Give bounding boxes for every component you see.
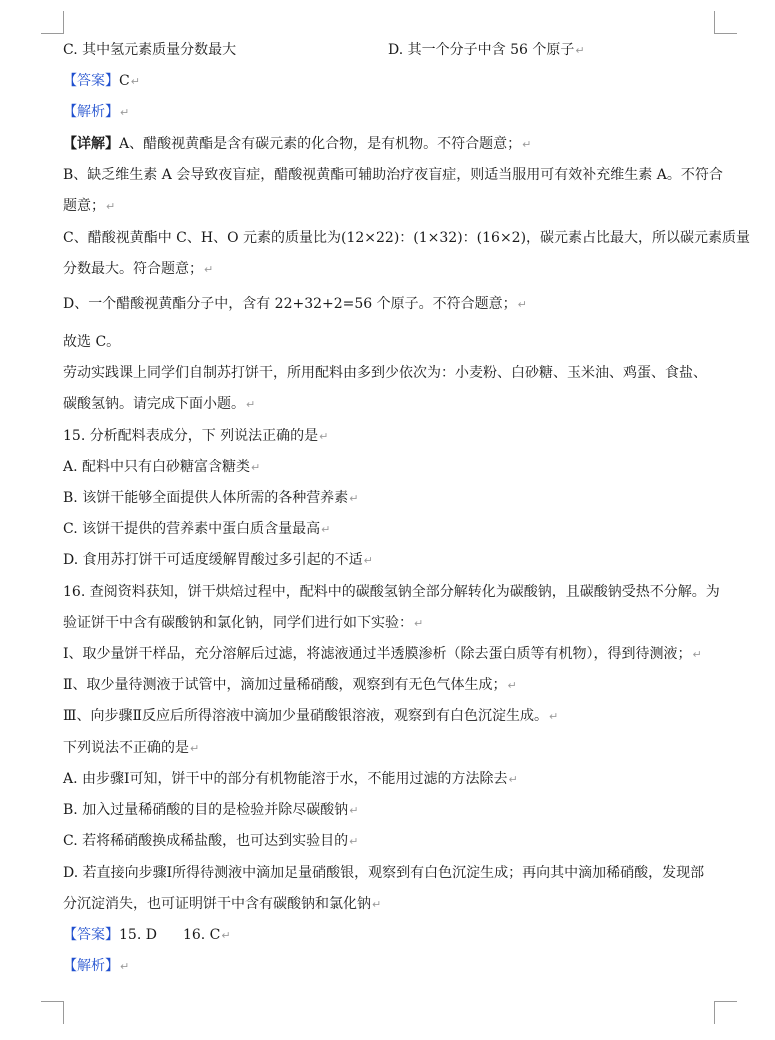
analysis-tag: 【解析】 [63, 958, 119, 974]
detail-c-text-1: C、醋酸视黄酯中 C、H、O 元素的质量比为(12×22)：(1×32)：(16×2)，碳元素占比最大，所以碳元素质量 [63, 230, 751, 246]
answer-15: 15. D [119, 927, 157, 943]
answer-tag: 【答案】 [63, 927, 119, 943]
step-3 [63, 707, 723, 726]
paragraph-mark-icon: ↵ [221, 929, 231, 942]
step-2 [63, 676, 723, 695]
detail-line-b1 [63, 166, 723, 184]
answers-line [63, 926, 723, 945]
option-line-c-d [63, 41, 723, 59]
option-c: C. 其中氢元素质量分数最大 [63, 42, 237, 58]
question-15-stem: 15. 分析配料表成分，下 列说法正确的是 [63, 428, 319, 444]
paragraph-mark-icon: ↵ [204, 263, 214, 276]
detail-c-text-2: 分数最大。符合题意； [63, 261, 203, 277]
crop-mark-bottom-left [41, 1001, 64, 1024]
intro-text-1: 劳动实践课上同学们自制苏打饼干，所用配料由多到少依次为：小麦粉、白砂糖、玉米油、鸡蛋、食盐、 [63, 365, 707, 381]
analysis-line [63, 103, 723, 122]
paragraph-mark-icon: ↵ [319, 430, 329, 443]
detail-line-b2 [63, 197, 723, 216]
detail-b-text-2: 题意； [63, 198, 105, 214]
paragraph-mark-icon: ↵ [517, 298, 527, 311]
paragraph-mark-icon: ↵ [349, 804, 359, 817]
choose-line [63, 333, 723, 351]
paragraph-mark-icon: ↵ [549, 710, 559, 723]
paragraph-mark-icon: ↵ [130, 75, 140, 88]
choose-text: 故选 C。 [63, 334, 121, 350]
option-d-text-1: D. 若直接向步骤Ⅰ所得待测液中滴加足量硝酸银，观察到有白色沉淀生成；再向其中滴加稀硝酸，发现部 [63, 865, 705, 881]
question-16-option-d-1 [63, 864, 723, 882]
question-15 [63, 427, 723, 446]
step-1 [63, 645, 723, 664]
paragraph-mark-icon: ↵ [120, 106, 130, 119]
option-a-text: A. 由步骤Ⅰ可知，饼干中的部分有机物能溶于水，不能用过滤的方法除去 [63, 771, 508, 787]
answer-line [63, 72, 723, 91]
question-16-ask [63, 739, 723, 758]
question-15-option-c [63, 520, 723, 539]
detail-line-d [63, 295, 723, 314]
option-b-text: B. 加入过量稀硝酸的目的是检验并除尽碳酸钠 [63, 802, 349, 818]
option-d-text-2: 分沉淀消失，也可证明饼干中含有碳酸钠和氯化钠 [63, 896, 371, 912]
crop-mark-top-right [714, 11, 737, 34]
paragraph-mark-icon: ↵ [246, 398, 256, 411]
step-1-text: Ⅰ、取少量饼干样品，充分溶解后过滤，将滤液通过半透膜渗析（除去蛋白质等有机物），得到待测液； [63, 646, 692, 662]
paragraph-mark-icon: ↵ [120, 960, 130, 973]
crop-mark-bottom-right [714, 1001, 737, 1024]
option-b-text: B. 该饼干能够全面提供人体所需的各种营养素 [63, 490, 349, 506]
question-15-option-d [63, 551, 723, 570]
paragraph-mark-icon: ↵ [349, 492, 359, 505]
option-d-text: D. 食用苏打饼干可适度缓解胃酸过多引起的不适 [63, 552, 363, 568]
intro-text-2: 碳酸氢钠。请完成下面小题。 [63, 396, 245, 412]
question-16-line-1 [63, 583, 723, 601]
answer-tag: 【答案】 [63, 73, 119, 89]
paragraph-mark-icon: ↵ [522, 138, 532, 151]
step-3-text: Ⅲ、向步骤Ⅱ反应后所得溶液中滴加少量硝酸银溶液，观察到有白色沉淀生成。 [63, 708, 549, 724]
question-16-option-c [63, 832, 723, 851]
crop-mark-top-left [41, 11, 64, 34]
question-16-line-2 [63, 614, 723, 633]
option-d: D. 其一个分子中含 56 个原子 [388, 42, 575, 58]
intro-line-2 [63, 395, 723, 414]
paragraph-mark-icon: ↵ [363, 554, 373, 567]
analysis-line-2 [63, 957, 723, 976]
answer-value: C [119, 73, 130, 89]
question-15-option-a [63, 458, 723, 477]
paragraph-mark-icon: ↵ [251, 461, 261, 474]
step-2-text: Ⅱ、取少量待测液于试管中，滴加过量稀硝酸，观察到有无色气体生成； [63, 677, 507, 693]
paragraph-mark-icon: ↵ [349, 835, 359, 848]
paragraph-mark-icon: ↵ [190, 742, 200, 755]
option-c-text: C. 若将稀硝酸换成稀盐酸，也可达到实验目的 [63, 833, 349, 849]
answer-16: 16. C [182, 927, 221, 943]
question-16-ask-text: 下列说法不正确的是 [63, 740, 189, 756]
paragraph-mark-icon: ↵ [414, 617, 424, 630]
option-a-text: A. 配料中只有白砂糖富含糖类 [63, 459, 251, 475]
detail-b-text-1: B、缺乏维生素 A 会导致夜盲症，醋酸视黄酯可辅助治疗夜盲症，则适当服用可有效补充维生素 A。不符合 [63, 167, 723, 183]
detail-line-c2 [63, 260, 723, 279]
paragraph-mark-icon: ↵ [106, 200, 116, 213]
intro-line-1 [63, 364, 723, 382]
question-16-option-a [63, 770, 723, 789]
detail-line-a [63, 135, 723, 154]
option-c-text: C. 该饼干提供的营养素中蛋白质含量最高 [63, 521, 321, 537]
paragraph-mark-icon: ↵ [692, 648, 702, 661]
analysis-tag: 【解析】 [63, 104, 119, 120]
detail-tag: 【详解】 [63, 136, 119, 152]
paragraph-mark-icon: ↵ [321, 523, 331, 536]
question-16-option-b [63, 801, 723, 820]
question-15-option-b [63, 489, 723, 508]
paragraph-mark-icon: ↵ [508, 773, 518, 786]
question-16-stem-1: 16. 查阅资料获知，饼干烘焙过程中，配料中的碳酸氢钠全部分解转化为碳酸钠，且碳酸钠受热不分解。为 [63, 584, 720, 600]
detail-line-c1 [63, 229, 751, 247]
question-16-stem-2: 验证饼干中含有碳酸钠和氯化钠，同学们进行如下实验： [63, 615, 413, 631]
detail-d-text: D、一个醋酸视黄酯分子中，含有 22+32+2=56 个原子。不符合题意； [63, 296, 517, 312]
question-16-option-d-2 [63, 895, 723, 914]
paragraph-mark-icon: ↵ [507, 679, 517, 692]
detail-a-text: A、醋酸视黄酯是含有碳元素的化合物，是有机物。不符合题意； [119, 136, 522, 152]
paragraph-mark-icon: ↵ [575, 44, 585, 57]
paragraph-mark-icon: ↵ [372, 898, 382, 911]
